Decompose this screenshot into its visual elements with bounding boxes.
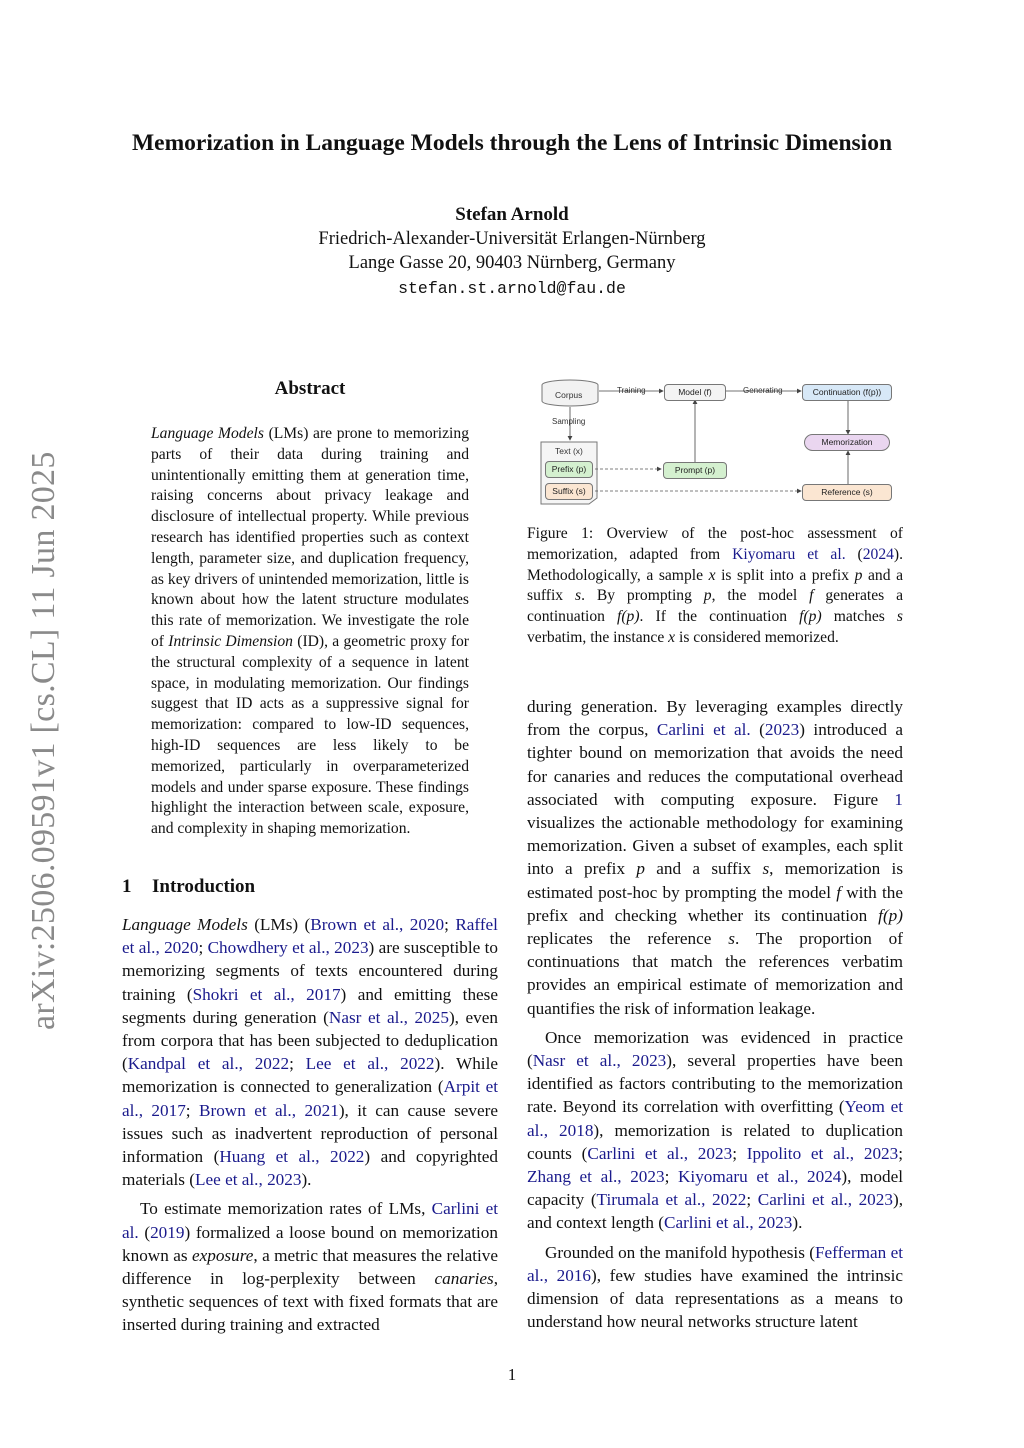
citation-link[interactable]: Nasr et al., 2025: [328, 1007, 449, 1027]
section-number: 1: [122, 876, 132, 897]
text: ).: [792, 1213, 803, 1233]
text: is split into a prefix: [715, 566, 855, 584]
text: ). While memorization is connected to generalization (: [122, 1054, 498, 1097]
training-label: Training: [617, 386, 646, 395]
text: and a suffix: [527, 566, 904, 605]
math-var: f: [809, 587, 814, 605]
abstract-body: [151, 424, 469, 840]
right-paragraph-1: [527, 695, 903, 1020]
text-label: Text (x): [555, 446, 583, 456]
citation-link[interactable]: Arpit et al., 2017: [122, 1077, 498, 1120]
citation-link[interactable]: Kiyomaru et al., 2024: [678, 1167, 842, 1187]
math-var: p: [636, 859, 645, 879]
text: , a metric that measures the relative difference in log-perplexity between: [122, 1245, 499, 1289]
text: ;: [289, 1054, 306, 1074]
citation-link[interactable]: Carlini et al., 2023: [587, 1143, 733, 1163]
text: ) and emitting these segments during generation (: [122, 984, 498, 1027]
text: is considered memorized.: [675, 628, 839, 646]
text: Grounded on the manifold hypothesis (: [545, 1242, 815, 1262]
citation-link[interactable]: Kandpal et al., 2022: [127, 1054, 290, 1074]
affiliation-line-2: Lange Gasse 20, 90403 Nürnberg, Germany: [348, 253, 676, 273]
citation-link[interactable]: Yeom et al., 2018: [527, 1097, 903, 1140]
paper-title: Memorization in Language Models through the Lens of Intrinsic Dimension: [131, 130, 893, 156]
text: and a suffix: [644, 859, 763, 879]
prompt-node: Prompt (p): [663, 462, 727, 479]
citation-link[interactable]: Raffel et al., 2020: [122, 915, 498, 958]
math-var: s: [762, 859, 770, 879]
citation-link[interactable]: Carlini et al., 2023: [757, 1190, 893, 1210]
text: matches: [821, 608, 897, 626]
math-var: f(p): [617, 608, 640, 626]
model-node: Model (f): [664, 384, 726, 401]
text: ;: [185, 1100, 199, 1120]
citation-link[interactable]: Kiyomaru et al.: [732, 545, 846, 563]
corpus-label: Corpus: [555, 390, 583, 400]
author-name: Stefan Arnold: [455, 204, 569, 225]
math-var: s: [896, 608, 903, 626]
text: To estimate memorization rates of LMs,: [140, 1199, 432, 1219]
text: ).: [301, 1170, 312, 1190]
canaries-term: canaries: [434, 1269, 494, 1289]
text: ) and copyrighted materials (: [122, 1147, 498, 1190]
prefix-node: Prefix (p): [545, 461, 593, 478]
citation-link[interactable]: Ippolito et al., 2023: [746, 1143, 899, 1163]
text: (: [138, 1222, 151, 1242]
math-var: f(p): [799, 608, 822, 626]
citation-link[interactable]: Brown et al., 2020: [310, 915, 445, 934]
abstract-id-term: Intrinsic Dimension: [168, 632, 293, 650]
text: Figure 1: Overview of the post-hoc assessment of memorization, adapted from: [527, 525, 903, 563]
math-var: p: [854, 566, 863, 584]
text: (LMs) (: [247, 915, 311, 934]
text: , synthetic sequences of text with fixed formats that are inserted during training and extracted: [122, 1269, 498, 1335]
text: , memorization is estimated post-hoc by prompting the model: [527, 859, 904, 902]
text: ;: [898, 1143, 904, 1163]
intro-paragraph-2: [122, 1197, 498, 1336]
lm-term: Language Models: [122, 915, 248, 934]
section-heading-introduction: [122, 876, 255, 898]
continuation-node: Continuation (f(p)): [802, 384, 892, 401]
text: ) formalized a loose bound on memorization known as: [122, 1222, 498, 1265]
abstract-lm-term: Language Models: [151, 425, 264, 442]
exposure-term: exposure: [191, 1245, 254, 1265]
text: , the model: [711, 587, 810, 605]
text: ), it can cause severe issues such as inadvertent reproduction of personal information (: [122, 1100, 498, 1167]
text: . The proportion of continuations that match the references verbatim provides an empirical estimate of memorization and quantifies the risk of information leakage.: [527, 929, 903, 1018]
text: ;: [664, 1167, 679, 1187]
abstract-heading: Abstract: [274, 378, 346, 399]
citation-link[interactable]: Tirumala et al., 2022: [596, 1190, 747, 1210]
citation-year-link[interactable]: 2019: [150, 1222, 185, 1242]
affiliation-line-1: Friedrich-Alexander-Universität Erlangen-Nürnberg: [318, 229, 706, 249]
math-var: f: [836, 882, 841, 902]
text: . By prompting: [581, 587, 704, 605]
text: verbatim, the instance: [527, 628, 669, 646]
text: ;: [444, 915, 456, 934]
text: ), even from corpora that has been subjected to deduplication (: [122, 1007, 499, 1074]
abstract-text-1: (LMs) are prone to memorizing parts of their data during training and unintentionally emitting them at generation time, raising concerns about privacy leakage and disclosure of intellectual property. While previous research has identified properties such as context length, parameter size, and duplication frequency, as key drivers of unintended memorization, little is known about how the latent structure modulates this rate of memorization. We investigate the role of: [151, 425, 469, 650]
text: ), model capacity (: [527, 1167, 904, 1210]
author-email[interactable]: stefan.st.arnold@fau.de: [398, 279, 626, 298]
math-var: s: [574, 587, 582, 605]
intro-left-column: [122, 913, 498, 1343]
text: . If the continuation: [639, 608, 800, 626]
citation-link[interactable]: Fefferman et al., 2016: [527, 1242, 903, 1285]
text: ), few studies have examined the intrinsic dimension of data representations as a means to understand how neural networks structure latent: [527, 1265, 903, 1332]
text: ), and context length (: [527, 1190, 903, 1233]
math-var: s: [728, 929, 735, 949]
memorization-node: Memorization: [804, 434, 890, 451]
citation-link[interactable]: Huang et al., 2022: [219, 1147, 365, 1167]
math-var: p: [703, 587, 712, 605]
sampling-label: Sampling: [552, 417, 586, 426]
intro-right-column: [527, 695, 903, 1339]
math-var: x: [668, 628, 676, 646]
citation-year-link[interactable]: 2024: [862, 545, 894, 563]
citation-link[interactable]: Nasr et al., 2023: [532, 1051, 667, 1071]
text: ), several properties have been identified as factors contributing to the memorization rate. Beyond its correlation with overfitting (: [527, 1051, 903, 1117]
citation-link[interactable]: Zhang et al., 2023: [527, 1167, 665, 1187]
reference-node: Reference (s): [802, 484, 892, 501]
text: with the prefix and checking whether its continuation: [527, 882, 903, 925]
generating-label: Generating: [743, 386, 783, 395]
text: visualizes the actionable methodology for examining memorization. Given a subset of examples, each split into a prefix: [527, 813, 903, 879]
citation-link[interactable]: Lee et al., 2022: [305, 1054, 435, 1074]
text: ;: [746, 1190, 758, 1210]
text: ) introduced a tighter bound on memorization that avoids the need for canaries and reduces the computational overhead associated with computing exposure. Figure: [527, 720, 904, 809]
text: generates a continuation: [527, 587, 904, 626]
citation-link[interactable]: Chowdhery et al., 2023: [207, 938, 369, 958]
right-paragraph-2: [527, 1026, 903, 1235]
math-var: f(p): [878, 905, 903, 925]
text: replicates the reference: [527, 929, 729, 949]
text: (: [845, 545, 863, 563]
figure-1: [533, 372, 903, 512]
right-paragraph-3: [527, 1241, 903, 1334]
suffix-node: Suffix (s): [545, 483, 593, 500]
text: during generation. By leveraging examples directly from the corpus,: [527, 697, 903, 740]
text: ;: [732, 1143, 747, 1163]
section-title: Introduction: [152, 876, 256, 897]
text: (: [750, 720, 765, 740]
text: ) are susceptible to memorizing segments of texts encountered during training (: [122, 938, 498, 1004]
text: ), memorization is related to duplication counts (: [527, 1120, 904, 1163]
text: ;: [198, 938, 208, 958]
citation-link[interactable]: Carlini et al.: [122, 1199, 498, 1242]
text: Once memorization was evidenced in practice (: [527, 1027, 903, 1071]
text: ). Methodologically, a sample: [527, 545, 903, 584]
citation-link[interactable]: Shokri et al., 2017: [192, 984, 341, 1004]
citation-year-link[interactable]: 2023: [764, 720, 800, 740]
math-var: x: [708, 566, 716, 584]
citation-link[interactable]: Carlini et al.: [656, 720, 751, 740]
intro-paragraph-1: [122, 913, 498, 1191]
figure-1-caption: [527, 524, 903, 649]
arxiv-stamp: arXiv:2506.09591v1 [cs.CL] 11 Jun 2025: [25, 451, 62, 1030]
citation-link[interactable]: Carlini et al., 2023: [663, 1213, 793, 1233]
citation-link[interactable]: Lee et al., 2023: [195, 1170, 302, 1190]
figure-ref-link[interactable]: 1: [894, 789, 903, 809]
abstract-text-2: (ID), a geometric proxy for the structural complexity of a sequence in latent space, in modulating memorization. Our findings suggest that ID acts as a suppressive signal for memorization: compared to low-ID sequences, high-ID sequences are less likely to be memorized, particularly in overparameterized models and under sparse exposure. These findings highlight the interaction between scale, exposure, and complexity in shaping memorization.: [151, 632, 469, 838]
citation-link[interactable]: Brown et al., 2021: [199, 1100, 339, 1120]
page-number: 1: [507, 1365, 517, 1384]
